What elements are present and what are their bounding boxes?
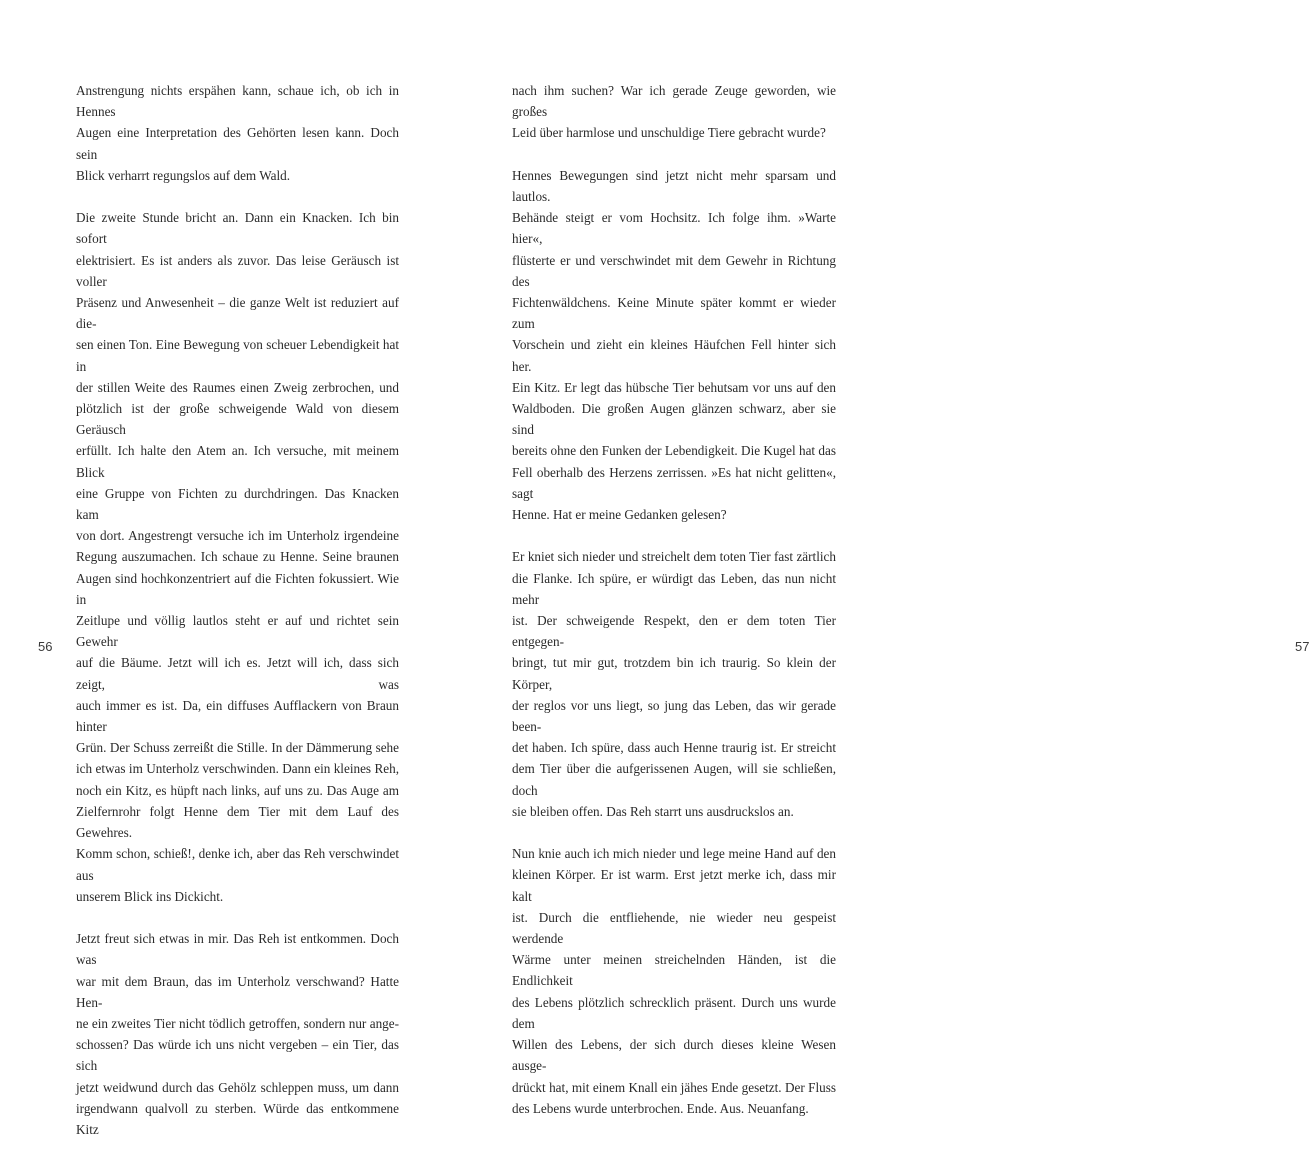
page-number-right: 57 bbox=[1295, 639, 1309, 654]
text-line: der reglos vor uns liegt, so jung das Leben, das wir gerade been- bbox=[512, 697, 836, 735]
text-line: sie bleiben offen. Das Reh starrt uns ausdruckslos an. bbox=[512, 803, 794, 819]
text-line: auch immer es ist. Da, ein diffuses Aufflackern von Braun hinter bbox=[76, 697, 399, 735]
text-line: Nun knie auch ich mich nieder und lege meine Hand auf den bbox=[512, 846, 836, 862]
text-line: Vorschein und zieht ein kleines Häufchen Fell hinter sich her. bbox=[512, 337, 836, 374]
text-line: Wärme unter meinen streichelnden Händen, ist die Endlichkeit bbox=[512, 952, 836, 989]
text-line: Anstrengung nichts erspähen kann, schaue ich, ob ich in Hennes bbox=[76, 83, 399, 120]
text-line: war mit dem Braun, das im Unterholz verschwand? Hatte Hen- bbox=[76, 973, 399, 1010]
text-line: dem Tier über die aufgerissenen Augen, will sie schließen, doch bbox=[512, 761, 836, 798]
text-line: Waldboden. Die großen Augen glänzen schwarz, aber sie sind bbox=[512, 401, 836, 438]
text-line: plötzlich ist der große schweigende Wald von diesem Geräusch bbox=[76, 401, 399, 438]
text-line: Grün. Der Schuss zerreißt die Stille. In der Dämmerung sehe bbox=[76, 740, 399, 756]
text-line: Augen eine Interpretation des Gehörten lesen kann. Doch sein bbox=[76, 125, 399, 162]
text-line: schossen? Das würde ich uns nicht vergeben – ein Tier, das sich bbox=[76, 1037, 399, 1074]
text-line: des Lebens wurde unterbrochen. Ende. Aus. Neuanfang. bbox=[512, 1100, 809, 1116]
text-line: Blick verharrt regungslos auf dem Wald. bbox=[76, 167, 291, 183]
text-line: erfüllt. Ich halte den Atem an. Ich versuche, mit meinem Blick bbox=[76, 443, 399, 480]
paragraph bbox=[76, 928, 399, 1140]
text-line: ist. Durch die entfliehende, nie wieder neu gespeist werdende bbox=[512, 909, 836, 947]
text-line: irgendwann qualvoll zu sterben. Würde das entkommene Kitz bbox=[76, 1100, 399, 1137]
text-line: Henne. Hat er meine Gedanken gelesen? bbox=[512, 507, 727, 523]
text-line: drückt hat, mit einem Knall ein jähes Ende gesetzt. Der Fluss bbox=[512, 1079, 836, 1095]
text-line: der stillen Weite des Raumes einen Zweig zerbrochen, und bbox=[76, 379, 399, 395]
left-page bbox=[0, 0, 450, 1137]
paragraph bbox=[76, 207, 399, 907]
left-page-text bbox=[76, 80, 399, 1161]
text-line: des Lebens plötzlich schrecklich präsent. Durch uns wurde dem bbox=[512, 994, 836, 1031]
text-line: Willen des Lebens, der sich durch dieses kleine Wesen ausge- bbox=[512, 1037, 836, 1074]
right-page bbox=[450, 0, 1309, 1116]
text-line: ne ein zweites Tier nicht tödlich getroffen, sondern nur ange- bbox=[76, 1015, 399, 1031]
text-line: Hennes Bewegungen sind jetzt nicht mehr sparsam und lautlos. bbox=[512, 167, 836, 204]
text-line: Die zweite Stunde bricht an. Dann ein Knacken. Ich bin sofort bbox=[76, 210, 399, 247]
text-line: Zeitlupe und völlig lautlos steht er auf und richtet sein Gewehr bbox=[76, 613, 399, 650]
text-line: ist. Der schweigende Respekt, den er dem toten Tier entgegen- bbox=[512, 613, 836, 650]
text-line: Komm schon, schieß!, denke ich, aber das Reh verschwindet aus bbox=[76, 846, 399, 883]
text-line: Leid über harmlose und unschuldige Tiere gebracht wurde? bbox=[512, 125, 826, 141]
text-line: noch ein Kitz, es hüpft nach links, auf uns zu. Das Auge am bbox=[76, 782, 399, 798]
text-line: Präsenz und Anwesenheit – die ganze Welt ist reduziert auf die- bbox=[76, 295, 399, 332]
text-line: elektrisiert. Es ist anders als zuvor. Das leise Geräusch ist voller bbox=[76, 252, 399, 289]
text-line: auf die Bäume. Jetzt will ich es. Jetzt will ich, dass sich zeigt, was bbox=[76, 655, 399, 692]
text-line: eine Gruppe von Fichten zu durchdringen. Das Knacken kam bbox=[76, 485, 399, 523]
text-line: von dort. Angestrengt versuche ich im Unterholz irgendeine bbox=[76, 528, 399, 544]
text-line: det haben. Ich spüre, dass auch Henne traurig ist. Er streicht bbox=[512, 740, 836, 756]
right-page-text bbox=[512, 80, 836, 1140]
text-line: Augen sind hochkonzentriert auf die Fichten fokussiert. Wie in bbox=[76, 570, 399, 607]
text-line: Behände steigt er vom Hochsitz. Ich folge ihm. »Warte hier«, bbox=[512, 210, 836, 247]
text-line: Jetzt freut sich etwas in mir. Das Reh ist entkommen. Doch was bbox=[76, 931, 399, 968]
text-line: Ein Kitz. Er legt das hübsche Tier behutsam vor uns auf den bbox=[512, 379, 836, 395]
text-line: ich etwas im Unterholz verschwinden. Dann ein kleines Reh, bbox=[76, 761, 399, 777]
paragraph bbox=[512, 80, 836, 144]
text-line: Regung auszumachen. Ich schaue zu Henne. Seine braunen bbox=[76, 549, 399, 565]
text-line: Fell oberhalb des Herzens zerrissen. »Es hat nicht gelitten«, sagt bbox=[512, 464, 836, 501]
text-line: kleinen Körper. Er ist warm. Erst jetzt merke ich, dass mir kalt bbox=[512, 867, 836, 904]
text-line: Zielfernrohr folgt Henne dem Tier mit dem Lauf des Gewehres. bbox=[76, 803, 399, 841]
text-line: nach ihm suchen? War ich gerade Zeuge geworden, wie großes bbox=[512, 83, 836, 120]
paragraph bbox=[512, 546, 836, 822]
page-number-left: 56 bbox=[38, 639, 53, 654]
text-line: jetzt weidwund durch das Gehölz schleppen muss, um dann bbox=[76, 1079, 399, 1095]
text-line: Er kniet sich nieder und streichelt dem toten Tier fast zärtlich bbox=[512, 549, 836, 565]
text-line: flüsterte er und verschwindet mit dem Gewehr in Richtung des bbox=[512, 252, 836, 289]
paragraph bbox=[76, 80, 399, 186]
text-line: die Flanke. Ich spüre, er würdigt das Leben, das nun nicht mehr bbox=[512, 570, 836, 607]
text-line: bereits ohne den Funken der Lebendigkeit. Die Kugel hat das bbox=[512, 443, 836, 459]
paragraph bbox=[512, 843, 836, 1119]
text-line: unserem Blick ins Dickicht. bbox=[76, 888, 224, 904]
text-line: sen einen Ton. Eine Bewegung von scheuer Lebendigkeit hat in bbox=[76, 337, 399, 374]
text-line: Fichtenwäldchens. Keine Minute später kommt er wieder zum bbox=[512, 295, 836, 332]
text-line: bringt, tut mir gut, trotzdem bin ich traurig. So klein der Körper, bbox=[512, 655, 836, 692]
paragraph bbox=[512, 165, 836, 525]
